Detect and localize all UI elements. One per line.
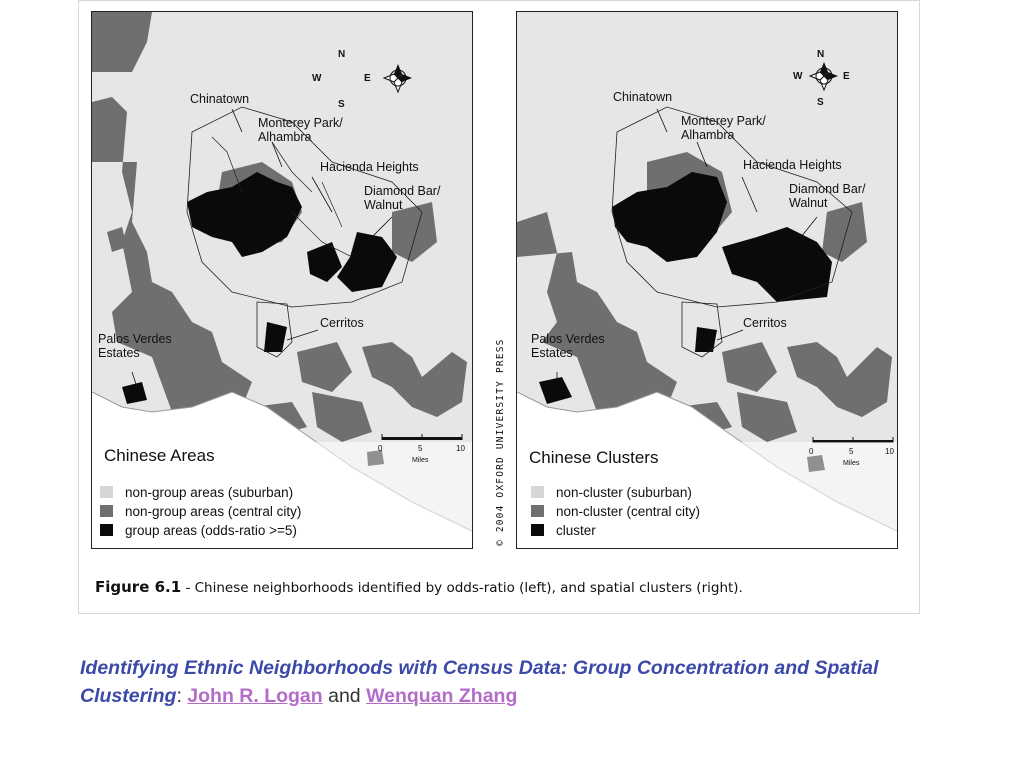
copyright-notice: © 2004 OXFORD UNIVERSITY PRESS <box>495 338 506 546</box>
compass-e: E <box>843 71 850 82</box>
label-monterey-park: Monterey Park/ Alhambra <box>681 114 766 142</box>
label-chinatown: Chinatown <box>613 90 673 104</box>
compass-s: S <box>338 99 345 110</box>
label-hacienda-heights: Hacienda Heights <box>743 158 842 172</box>
legend-swatch <box>531 505 544 517</box>
citation-conjunction: and <box>322 685 367 707</box>
legend-swatch <box>100 505 113 517</box>
compass-n: N <box>338 49 346 60</box>
legend-label: cluster <box>556 522 596 538</box>
map-graphic <box>517 12 898 549</box>
label-diamond-bar: Diamond Bar/ Walnut <box>364 184 441 212</box>
legend-label: non-group areas (central city) <box>125 503 302 519</box>
label-monterey-park: Monterey Park/ Alhambra <box>258 116 343 144</box>
legend-label: non-group areas (suburban) <box>125 484 294 500</box>
compass-n: N <box>817 49 825 60</box>
author-link-wenquan-zhang[interactable]: Wenquan Zhang <box>366 685 518 707</box>
chinese-areas-map <box>91 11 473 549</box>
scale-unit: Miles <box>843 460 860 467</box>
label-cerritos: Cerritos <box>320 316 364 330</box>
citation-separator: : <box>176 685 188 707</box>
scale-tick-0: 0 <box>378 444 383 453</box>
legend-title: Chinese Clusters <box>529 448 659 467</box>
label-chinatown: Chinatown <box>190 92 250 106</box>
legend-swatch <box>100 486 113 498</box>
legend-label: group areas (odds-ratio >=5) <box>125 522 297 538</box>
legend-label: non-cluster (suburban) <box>556 484 692 500</box>
citation-title: Identifying Ethnic Neighborhoods with Census Data: Group Concentration and Spatial Clustering <box>80 657 879 707</box>
legend-item <box>100 522 297 538</box>
scale-tick-10: 10 <box>885 447 894 456</box>
legend-item <box>531 503 700 519</box>
compass-w: W <box>793 71 803 82</box>
figure-caption-text: - Chinese neighborhoods identified by odds-ratio (left), and spatial clusters (right). <box>181 580 743 596</box>
legend-swatch <box>531 524 544 536</box>
legend-swatch <box>100 524 113 536</box>
figure-caption <box>95 578 743 596</box>
scale-tick-10: 10 <box>456 444 465 453</box>
legend-item <box>531 522 596 538</box>
legend-item <box>531 484 692 500</box>
chinese-clusters-map <box>516 11 898 549</box>
label-diamond-bar: Diamond Bar/ Walnut <box>789 182 866 210</box>
figure-number: Figure 6.1 <box>95 578 182 596</box>
scale-tick-5: 5 <box>418 444 423 453</box>
figure-image <box>78 0 920 614</box>
legend-item <box>100 484 293 500</box>
scale-unit: Miles <box>412 457 429 464</box>
legend-title: Chinese Areas <box>104 446 215 465</box>
compass-s: S <box>817 97 824 108</box>
label-palos-verdes: Palos Verdes Estates <box>98 332 172 360</box>
label-cerritos: Cerritos <box>743 316 787 330</box>
scale-tick-5: 5 <box>849 447 854 456</box>
citation <box>80 654 960 710</box>
label-hacienda-heights: Hacienda Heights <box>320 160 419 174</box>
scale-tick-0: 0 <box>809 447 814 456</box>
compass-w: W <box>312 73 322 84</box>
compass-e: E <box>364 73 371 84</box>
legend-item <box>100 503 301 519</box>
legend-swatch <box>531 486 544 498</box>
legend-label: non-cluster (central city) <box>556 503 701 519</box>
author-link-john-logan[interactable]: John R. Logan <box>187 685 323 707</box>
map-graphic <box>92 12 473 549</box>
label-palos-verdes: Palos Verdes Estates <box>531 332 605 360</box>
